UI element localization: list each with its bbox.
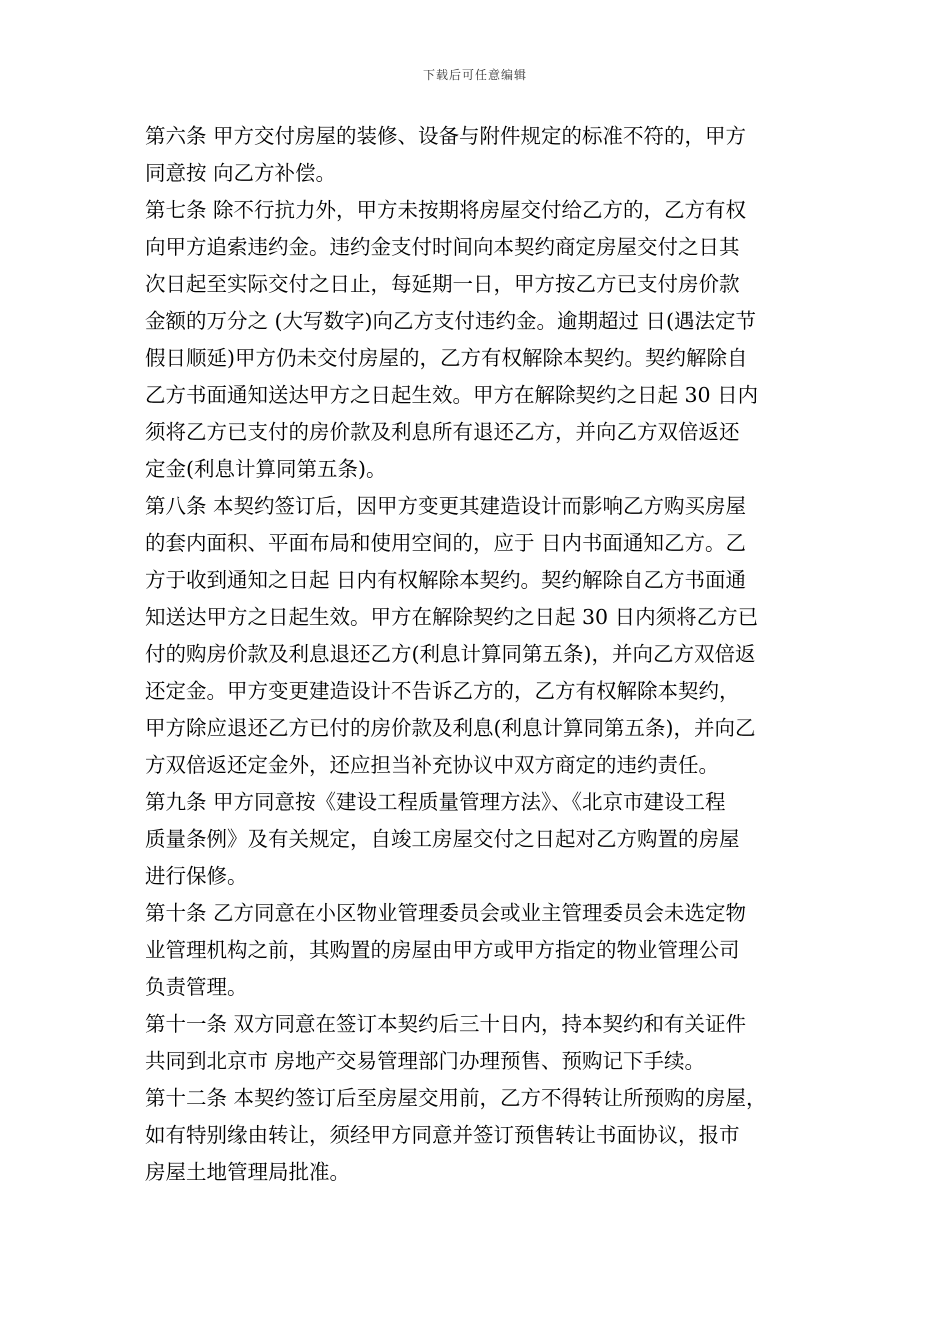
text-line: 房屋土地管理局批准。: [145, 1160, 350, 1184]
clause-12: [145, 1080, 809, 1191]
text-line: 业管理机构之前，其购置的房屋由甲方或甲方指定的物业管理公司: [145, 938, 740, 962]
text-line: 进行保修。: [145, 864, 248, 888]
text-line: 定金(利息计算同第五条)。: [145, 457, 387, 481]
text-line: 次日起至实际交付之日止，每延期一日，甲方按乙方已支付房价款: [145, 272, 740, 296]
text-line: 的套内面积、平面布局和使用空间的，应于 日内书面通知乙方。乙: [145, 531, 747, 555]
text-line: 第八条 本契约签订后，因甲方变更其建造设计而影响乙方购买房屋: [145, 494, 747, 518]
document-body: [145, 118, 809, 1191]
text-line: 须将乙方已支付的房价款及利息所有退还乙方，并向乙方双倍返还: [145, 420, 740, 444]
text-line: 如有特别缘由转让，须经甲方同意并签订预售转让书面协议，报市: [145, 1123, 740, 1147]
text-line: 方双倍返还定金外，还应担当补充协议中双方商定的违约责任。: [145, 753, 719, 777]
page-header: 下载后可任意编辑: [422, 68, 527, 82]
text-line: 负责管理。: [145, 975, 248, 999]
text-line: 同意按 向乙方补偿。: [145, 161, 337, 185]
clause-9: [145, 784, 809, 895]
text-line: 第十一条 双方同意在签订本契约后三十日内，持本契约和有关证件: [145, 1012, 747, 1036]
text-line: 第九条 甲方同意按《建设工程质量管理方法》、《北京市建设工程: [145, 790, 726, 814]
text-line: 第六条 甲方交付房屋的装修、设备与附件规定的标准不符的，甲方: [145, 124, 747, 148]
text-line: 金额的万分之 (大写数字)向乙方支付违约金。逾期超过 日(遇法定节: [145, 309, 757, 333]
text-line: 第十二条 本契约签订后至房屋交用前，乙方不得转让所预购的房屋，: [145, 1086, 767, 1110]
clause-8: [145, 488, 809, 784]
text-line: 向甲方追索违约金。违约金支付时间向本契约商定房屋交付之日其: [145, 235, 740, 259]
text-line: 甲方除应退还乙方已付的房价款及利息(利息计算同第五条)，并向乙: [145, 716, 756, 740]
text-line: 第七条 除不行抗力外，甲方未按期将房屋交付给乙方的，乙方有权: [145, 198, 747, 222]
text-line: 假日顺延)甲方仍未交付房屋的，乙方有权解除本契约。契约解除自: [145, 346, 748, 370]
text-line: 知送达甲方之日起生效。甲方在解除契约之日起 30 日内须将乙方已: [145, 605, 759, 629]
text-line: 质量条例》及有关规定，自竣工房屋交付之日起对乙方购置的房屋: [145, 827, 740, 851]
text-line: 还定金。甲方变更建造设计不告诉乙方的，乙方有权解除本契约，: [145, 679, 740, 703]
text-line: 共同到北京市 房地产交易管理部门办理预售、预购记下手续。: [145, 1049, 706, 1073]
text-line: 乙方书面通知送达甲方之日起生效。甲方在解除契约之日起 30 日内: [145, 383, 759, 407]
text-line: 第十条 乙方同意在小区物业管理委员会或业主管理委员会未选定物: [145, 901, 747, 925]
text-line: 方于收到通知之日起 日内有权解除本契约。契约解除自乙方书面通: [145, 568, 747, 592]
clause-7: [145, 192, 809, 488]
text-line: 付的购房价款及利息退还乙方(利息计算同第五条)，并向乙方双倍返: [145, 642, 756, 666]
clause-6: [145, 118, 809, 192]
clause-10: [145, 895, 809, 1006]
clause-11: [145, 1006, 809, 1080]
